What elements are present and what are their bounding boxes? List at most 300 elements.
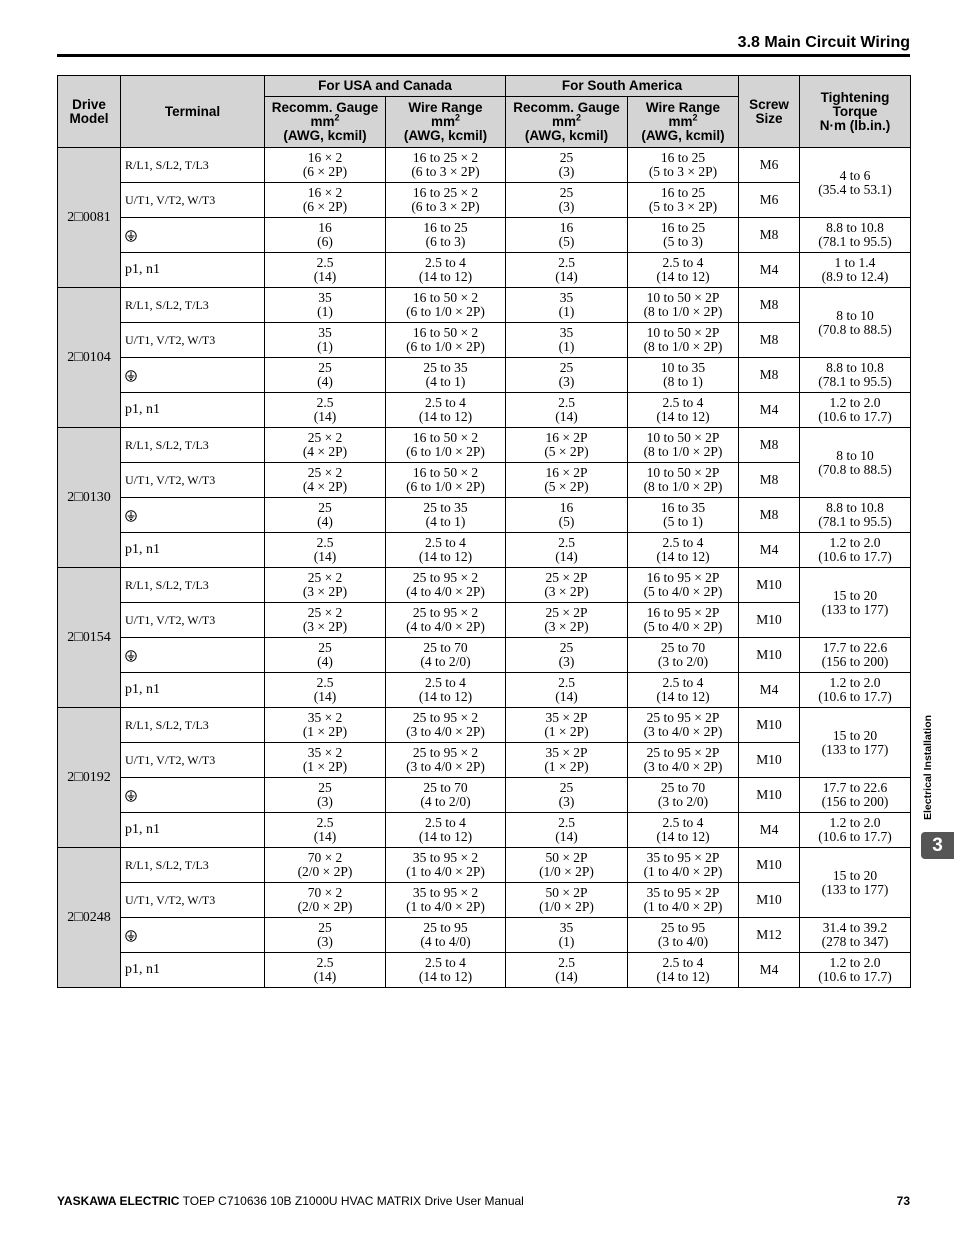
screw-size-cell: M8 [739,358,800,393]
cell-line: (3 to 2/0) [657,654,709,669]
usa-range-cell [386,708,506,743]
sa-gauge-cell [506,183,628,218]
cell-line: (6 to 1/0 × 2P) [406,479,485,494]
cell-line: 2.5 to 4 [425,955,466,970]
cell-line: (1 to 4/0 × 2P) [643,899,723,914]
torque-cell [800,778,911,813]
usa-gauge-cell [265,883,386,918]
cell-line: 35 [559,920,574,935]
terminal-cell: p1, n1 [121,813,265,848]
terminal-cell: R/L1, S/L2, T/L3 [121,708,265,743]
cell-line: (4 to 4/0 × 2P) [406,619,485,634]
sa-range-cell [628,778,739,813]
torque-cell [800,533,911,568]
usa-gauge-cell [265,918,386,953]
cell-line: 25 to 95 × 2 [412,570,479,585]
cell-line: 2.5 to 4 [425,395,466,410]
usa-gauge-cell [265,708,386,743]
cell-line: (1/0 × 2P) [539,899,594,914]
sa-range-cell [628,463,739,498]
usa-gauge-cell [265,638,386,673]
cell-line: (3 to 4/0 × 2P) [406,759,485,774]
cell-line: 2.5 to 4 [662,675,704,690]
ground-icon [125,228,137,242]
table-row [58,428,911,463]
cell-line: 25 × 2 [307,465,343,480]
cell-line: (4) [317,514,333,529]
torque-cell [800,568,911,638]
cell-line: (4 × 2P) [302,479,348,494]
usa-gauge-cell [265,183,386,218]
cell-line: (8 to 1/0 × 2P) [643,304,723,319]
sa-gauge-cell [506,603,628,638]
terminal-cell: U/T1, V/T2, W/T3 [121,603,265,638]
drive-model-cell: 2□0081 [58,148,121,288]
footer [57,1194,910,1208]
cell-line: 15 to 20 [832,587,878,603]
sa-gauge-cell [506,498,628,533]
cell-line: (10.6 to 17.7) [818,409,892,424]
usa-range-cell [386,533,506,568]
sa-range-cell [628,358,739,393]
page-number: 73 [896,1194,910,1208]
cell-line: 16 to 25 [660,220,706,235]
cell-line: (1) [558,304,575,319]
cell-line: (6 × 2P) [302,199,348,214]
cell-line: (4) [317,374,333,389]
cell-line: 25 [559,640,574,655]
sa-range-cell [628,393,739,428]
header-usa-recomm-gauge [265,97,386,148]
sa-range-cell [628,568,739,603]
header-line: (AWG, kcmil) [283,128,367,143]
cell-line: (1) [558,934,575,949]
header-south-america: For South America [506,76,739,97]
cell-line: 16 to 25 × 2 [412,185,479,200]
cell-line: 2.5 [558,675,575,690]
cell-line: (8 to 1/0 × 2P) [643,444,723,459]
cell-line: 16 to 95 × 2P [646,570,720,585]
cell-line: 2.5 [316,815,334,830]
cell-line: 10 to 50 × 2P [646,325,720,340]
cell-line: (14 to 12) [418,269,473,284]
cell-line: (4 × 2P) [302,444,348,459]
cell-line: (6) [317,234,333,249]
header-line: Recomm. Gauge [513,100,620,115]
cell-line: 2.5 [558,395,575,410]
table-row [58,953,911,988]
cell-line: 35 × 2P [545,745,588,760]
cell-line: 25 to 95 × 2 [412,745,479,760]
cell-line: (5 to 3 × 2P) [648,199,718,214]
table-row [58,638,911,673]
table-row [58,743,911,778]
header-line: (AWG, kcmil) [641,128,725,143]
cell-line: 25 × 2P [545,605,588,620]
usa-range-cell [386,393,506,428]
cell-line: (78.1 to 95.5) [818,234,892,249]
sa-gauge-cell [506,323,628,358]
cell-line: (14) [313,829,337,844]
cell-line: (6 to 3) [425,234,466,249]
usa-range-cell [386,953,506,988]
screw-size-cell: M4 [739,953,800,988]
cell-line: (4 to 2/0) [420,654,471,669]
cell-line: (3 to 4/0 × 2P) [643,724,723,739]
cell-line: 2.5 [558,955,575,970]
table-row [58,883,911,918]
cell-line: 70 × 2 [307,850,343,865]
cell-line: 16 [559,500,574,515]
cell-line: (3) [558,164,575,179]
sa-gauge-cell [506,638,628,673]
torque-cell [800,708,911,778]
screw-size-cell: M10 [739,603,800,638]
cell-line: 2.5 to 4 [425,255,466,270]
cell-line: 25 to 70 [660,780,706,795]
cell-line: 2.5 [316,255,334,270]
ground-terminal-cell [121,498,265,533]
cell-line: 1.2 to 2.0 [829,395,881,410]
usa-gauge-cell [265,218,386,253]
header-line: $mm^2$ [668,112,698,129]
cell-line: 25 to 95 × 2P [646,710,720,725]
cell-line: 2.5 [316,395,334,410]
terminal-cell: p1, n1 [121,533,265,568]
screw-size-cell: M10 [739,778,800,813]
sa-gauge-cell [506,358,628,393]
side-tab-text: Electrical Installation [922,714,934,820]
table-row [58,778,911,813]
ground-icon [125,508,137,522]
header-line: $mm^2$ [430,112,461,129]
screw-size-cell: M8 [739,498,800,533]
cell-line: (3) [317,794,333,809]
table-row [58,183,911,218]
header-line: (AWG, kcmil) [403,128,488,143]
cell-line: 25 to 70 [423,780,468,795]
section-title: 3.8 Main Circuit Wiring [737,34,910,51]
cell-line: 35 [318,325,332,340]
cell-line: (2/0 × 2P) [297,899,353,914]
cell-line: 25 to 95 × 2 [412,605,479,620]
sa-range-cell [628,813,739,848]
usa-range-cell [386,778,506,813]
cell-line: 2.5 [558,255,575,270]
cell-line: (14) [313,689,337,704]
cell-line: (156 to 200) [821,654,889,669]
usa-gauge-cell [265,568,386,603]
usa-gauge-cell [265,253,386,288]
terminal-cell: U/T1, V/T2, W/T3 [121,183,265,218]
terminal-cell: R/L1, S/L2, T/L3 [121,848,265,883]
screw-size-cell: M4 [739,673,800,708]
ground-terminal-cell [121,638,265,673]
sa-range-cell [628,533,739,568]
cell-line: (6 to 3 × 2P) [411,199,480,214]
cell-line: 2.5 [316,535,334,550]
ground-icon [125,928,137,942]
cell-line: 16 × 2 [307,150,343,165]
sa-gauge-cell [506,813,628,848]
cell-line: (6 to 1/0 × 2P) [406,444,485,459]
terminal-cell: U/T1, V/T2, W/T3 [121,883,265,918]
cell-line: (35.4 to 53.1) [818,181,892,197]
cell-line: (5) [558,234,575,249]
cell-line: 35 [559,325,574,340]
cell-line: 16 to 35 [660,500,706,515]
sa-range-cell [628,673,739,708]
screw-size-cell: M10 [739,708,800,743]
sa-gauge-cell [506,883,628,918]
header-usa-wire-range [386,97,506,148]
sa-range-cell [628,428,739,463]
cell-line: (14) [555,269,578,284]
header-terminal: Terminal [121,76,265,148]
sa-gauge-cell [506,253,628,288]
cell-line: 31.4 to 39.2 [822,920,888,935]
terminal-cell: p1, n1 [121,393,265,428]
table-row [58,288,911,323]
cell-line: 10 to 50 × 2P [646,290,720,305]
cell-line: (3 × 2P) [302,619,348,634]
terminal-cell: R/L1, S/L2, T/L3 [121,288,265,323]
cell-line: (14) [555,969,578,984]
wire-table-body [58,148,911,988]
sa-range-cell [628,953,739,988]
torque-cell [800,253,911,288]
header-tightening-torque [800,76,911,148]
usa-range-cell [386,848,506,883]
cell-line: (14 to 12) [656,829,710,844]
cell-line: (14 to 12) [656,549,710,564]
cell-line: 17.7 to 22.6 [822,780,888,795]
cell-line: (5 to 3 × 2P) [648,164,718,179]
usa-gauge-cell [265,288,386,323]
cell-line: 17.7 to 22.6 [822,640,888,655]
cell-line: 50 × 2P [545,885,588,900]
cell-line: (8 to 1) [663,374,703,389]
sa-range-cell [628,638,739,673]
cell-line: (14) [555,829,578,844]
cell-line: (4 to 1) [425,374,466,389]
drive-model-cell: 2□0104 [58,288,121,428]
sa-gauge-cell [506,743,628,778]
torque-cell [800,918,911,953]
usa-range-cell [386,498,506,533]
header-usa-canada: For USA and Canada [265,76,506,97]
cell-line: 16 × 2P [545,465,588,480]
cell-line: (6 to 3 × 2P) [411,164,480,179]
cell-line: (14 to 12) [418,549,473,564]
torque-header-units: N·m (lb.in.) [819,117,891,133]
table-row [58,218,911,253]
header-sa-wire-range [628,97,739,148]
cell-line: 25 [559,185,574,200]
usa-range-cell [386,288,506,323]
sa-range-cell [628,743,739,778]
cell-line: (2/0 × 2P) [297,864,353,879]
cell-line: (6 to 1/0 × 2P) [406,339,485,354]
header-line: Recomm. Gauge [271,100,379,115]
cell-line: (14) [555,549,578,564]
table-row [58,148,911,183]
cell-line: (8 to 1/0 × 2P) [643,479,723,494]
cell-line: (3 to 4/0) [657,934,709,949]
drive-model-cell: 2□0130 [58,428,121,568]
table-row [58,358,911,393]
usa-range-cell [386,743,506,778]
torque-cell [800,953,911,988]
cell-line: (3 × 2P) [544,619,589,634]
sa-range-cell [628,183,739,218]
cell-line: 25 × 2 [307,570,343,585]
sa-range-cell [628,918,739,953]
torque-cell [800,673,911,708]
cell-line: (14) [313,269,337,284]
cell-line: 35 to 95 × 2P [646,885,720,900]
cell-line: (6 × 2P) [302,164,348,179]
drive-model-cell: 2□0154 [58,568,121,708]
cell-line: 25 × 2 [307,430,343,445]
cell-line: (1) [317,304,333,319]
terminal-cell: p1, n1 [121,953,265,988]
cell-line: 35 to 95 × 2P [646,850,720,865]
cell-line: (78.1 to 95.5) [818,374,892,389]
cell-line: (5 to 4/0 × 2P) [643,619,723,634]
usa-gauge-cell [265,428,386,463]
screw-size-cell: M4 [739,813,800,848]
cell-line: 16 to 25 [660,185,706,200]
ground-icon [125,648,137,662]
ground-icon [125,788,137,802]
cell-line: 35 × 2 [307,710,343,725]
screw-size-cell: M8 [739,463,800,498]
cell-line: 2.5 to 4 [425,675,466,690]
cell-line: 70 × 2 [307,885,343,900]
sa-range-cell [628,323,739,358]
cell-line: (10.6 to 17.7) [818,689,892,704]
cell-line: 2.5 to 4 [662,535,704,550]
usa-range-cell [386,218,506,253]
ground-icon [125,368,137,382]
cell-line: (5 × 2P) [544,444,589,459]
screw-size-cell: M8 [739,288,800,323]
cell-line: 10 to 50 × 2P [646,465,720,480]
usa-range-cell [386,638,506,673]
torque-cell [800,218,911,253]
cell-line: 25 [318,780,332,795]
usa-gauge-cell [265,778,386,813]
cell-line: 16 × 2P [545,430,588,445]
cell-line: 16 to 25 × 2 [412,150,479,165]
header-line: Wire Range [645,100,721,115]
torque-cell [800,358,911,393]
sa-gauge-cell [506,393,628,428]
usa-range-cell [386,148,506,183]
cell-line: 15 to 20 [832,727,878,743]
cell-line: (14 to 12) [656,269,710,284]
usa-gauge-cell [265,743,386,778]
screw-size-cell: M10 [739,743,800,778]
cell-line: 25 [559,150,574,165]
table-row [58,463,911,498]
cell-line: (5 × 2P) [544,479,589,494]
cell-line: 25 [559,780,574,795]
cell-line: 25 [318,920,332,935]
header-line: $mm^2$ [551,112,582,129]
cell-line: 16 to 50 × 2 [412,465,479,480]
cell-line: 10 to 35 [660,360,706,375]
cell-line: (3 × 2P) [302,584,348,599]
sa-gauge-cell [506,673,628,708]
cell-line: (14 to 12) [656,969,710,984]
cell-line: (14) [313,969,337,984]
torque-cell [800,393,911,428]
terminal-cell: R/L1, S/L2, T/L3 [121,568,265,603]
sa-range-cell [628,848,739,883]
sa-gauge-cell [506,463,628,498]
cell-line: 2.5 [558,815,575,830]
cell-line: 16 to 50 × 2 [412,430,479,445]
cell-line: (4 to 1) [425,514,466,529]
cell-line: (14) [555,409,578,424]
cell-line: (4 to 4/0) [420,934,471,949]
cell-line: (14 to 12) [656,409,710,424]
terminal-cell: p1, n1 [121,673,265,708]
cell-line: (1 × 2P) [302,724,348,739]
torque-cell [800,638,911,673]
cell-line: 16 to 50 × 2 [412,325,479,340]
header-line: $mm^2$ [310,112,340,129]
usa-range-cell [386,568,506,603]
side-tab-label [922,700,936,820]
usa-gauge-cell [265,393,386,428]
cell-line: 15 to 20 [832,867,878,883]
cell-line: (3 to 2/0) [657,794,709,809]
cell-line: (4) [317,654,333,669]
usa-gauge-cell [265,148,386,183]
cell-line: (3 × 2P) [544,584,589,599]
cell-line: (14) [555,689,578,704]
cell-line: (5 to 1) [663,514,703,529]
screw-size-cell: M8 [739,428,800,463]
cell-line: 25 to 95 [660,920,706,935]
sa-gauge-cell [506,148,628,183]
cell-line: (3) [317,934,333,949]
cell-line: 1.2 to 2.0 [829,675,881,690]
cell-line: (4 to 2/0) [420,794,471,809]
cell-line: 2.5 to 4 [662,815,704,830]
table-row [58,848,911,883]
footer-brand: YASKAWA ELECTRIC [57,1194,180,1208]
cell-line: 10 to 50 × 2P [646,430,720,445]
cell-line: (70.8 to 88.5) [818,461,892,477]
cell-line: 2.5 to 4 [425,815,466,830]
table-row [58,323,911,358]
ground-terminal-cell [121,218,265,253]
usa-range-cell [386,323,506,358]
cell-line: 35 × 2P [545,710,588,725]
cell-line: 35 to 95 × 2 [412,850,479,865]
cell-line: (70.8 to 88.5) [818,321,892,337]
cell-line: 35 × 2 [307,745,343,760]
sa-gauge-cell [506,778,628,813]
screw-size-cell: M6 [739,148,800,183]
cell-line: (1 × 2P) [544,724,589,739]
cell-line: 25 to 95 × 2 [412,710,479,725]
cell-line: (133 to 177) [821,881,889,897]
